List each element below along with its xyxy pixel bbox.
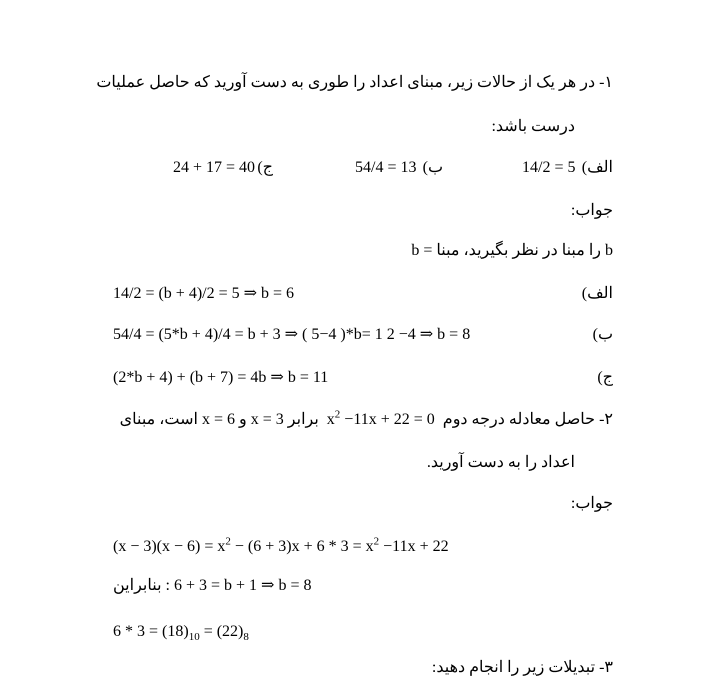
q2-and: و xyxy=(239,411,247,428)
q1-sol-a: 14/2 = (b + 4)/2 = 5 ⇒ b = 6 xyxy=(113,285,295,302)
q2-sol1 xyxy=(113,536,449,558)
q1-base-note: b را مبنا در نظر بگیرید، مبنا = b xyxy=(411,242,613,259)
q2-sol2-expr: 6 + 3 = b + 1 ⇒ b = 8 xyxy=(173,577,312,594)
q2-eq-exp: 2 xyxy=(334,408,341,421)
q2-eq-x: x xyxy=(326,411,335,428)
q1-sol-b: 54/4 = (5*b + 4)/4 = b + 3 ⇒ ( 5−4 )*b= 1 2 −4 ⇒ b = 8 xyxy=(113,326,471,343)
q1-sol-b-label: ب) xyxy=(592,326,613,343)
q2-sol3-sub1: 10 xyxy=(188,631,200,644)
q2-x6: x = 6 xyxy=(201,411,236,428)
q2-sol1-pre: (x − 3)(x − 6) = x xyxy=(113,538,226,555)
q2-end: است، مبنای xyxy=(119,411,198,428)
q2-equation xyxy=(323,408,439,428)
q1-a-expr: 14/2 = 5 xyxy=(522,159,576,176)
q2-sol3-pre: 6 * 3 = (18) xyxy=(113,623,189,640)
q2-sol1-mid: − (6 + 3)x + 6 * 3 = x xyxy=(230,538,374,555)
q2-line1-text: ۲- حاصل معادله درجه دوم xyxy=(442,411,613,428)
q2-line1-rest: برابر xyxy=(287,411,319,428)
q2-sol3-mid: = (22) xyxy=(199,623,244,640)
q1-c-expr: 24 + 17 = 40 xyxy=(173,159,256,176)
q1-sol-a-label: الف) xyxy=(581,285,613,302)
q1-sol-c-label: ج) xyxy=(597,369,613,386)
q1-line1: ۱- در هر یک از حالات زیر، مبنای اعداد را طوری به دست آورید که حاصل عملیات xyxy=(96,74,613,91)
q1-c-label: ج) xyxy=(257,159,273,176)
q2-answer-label: جواب: xyxy=(570,495,613,512)
q2-x3: x = 3 xyxy=(250,411,284,428)
q1-b-expr: 54/4 = 13 xyxy=(355,159,417,176)
q1-answer-label: جواب: xyxy=(570,202,613,219)
q1-a-label: الف) xyxy=(581,159,613,176)
q2-sol1-post: −11x + 22 xyxy=(379,538,449,555)
q2-line1 xyxy=(120,409,613,431)
q1-line2: درست باشد: xyxy=(491,118,575,135)
q2-sol1-exp1: 2 xyxy=(225,535,231,548)
q3-line1: ۳- تبدیلات زیر را انجام دهید: xyxy=(431,659,613,676)
q2-sol1-exp2: 2 xyxy=(373,535,380,548)
q2-sol2-label: : بنابراین xyxy=(113,577,170,594)
q2-sol2 xyxy=(113,575,311,597)
q2-sol3 xyxy=(113,621,249,643)
q2-eq-rest: −11x + 22 = 0 xyxy=(340,411,435,428)
q2-line2: اعداد را به دست آورید. xyxy=(426,454,575,471)
q1-b-label: ب) xyxy=(422,159,443,176)
q1-sol-c: (2*b + 4) + (b + 7) = 4b ⇒ b = 11 xyxy=(113,369,329,386)
q2-sol3-sub2: 8 xyxy=(243,631,249,644)
